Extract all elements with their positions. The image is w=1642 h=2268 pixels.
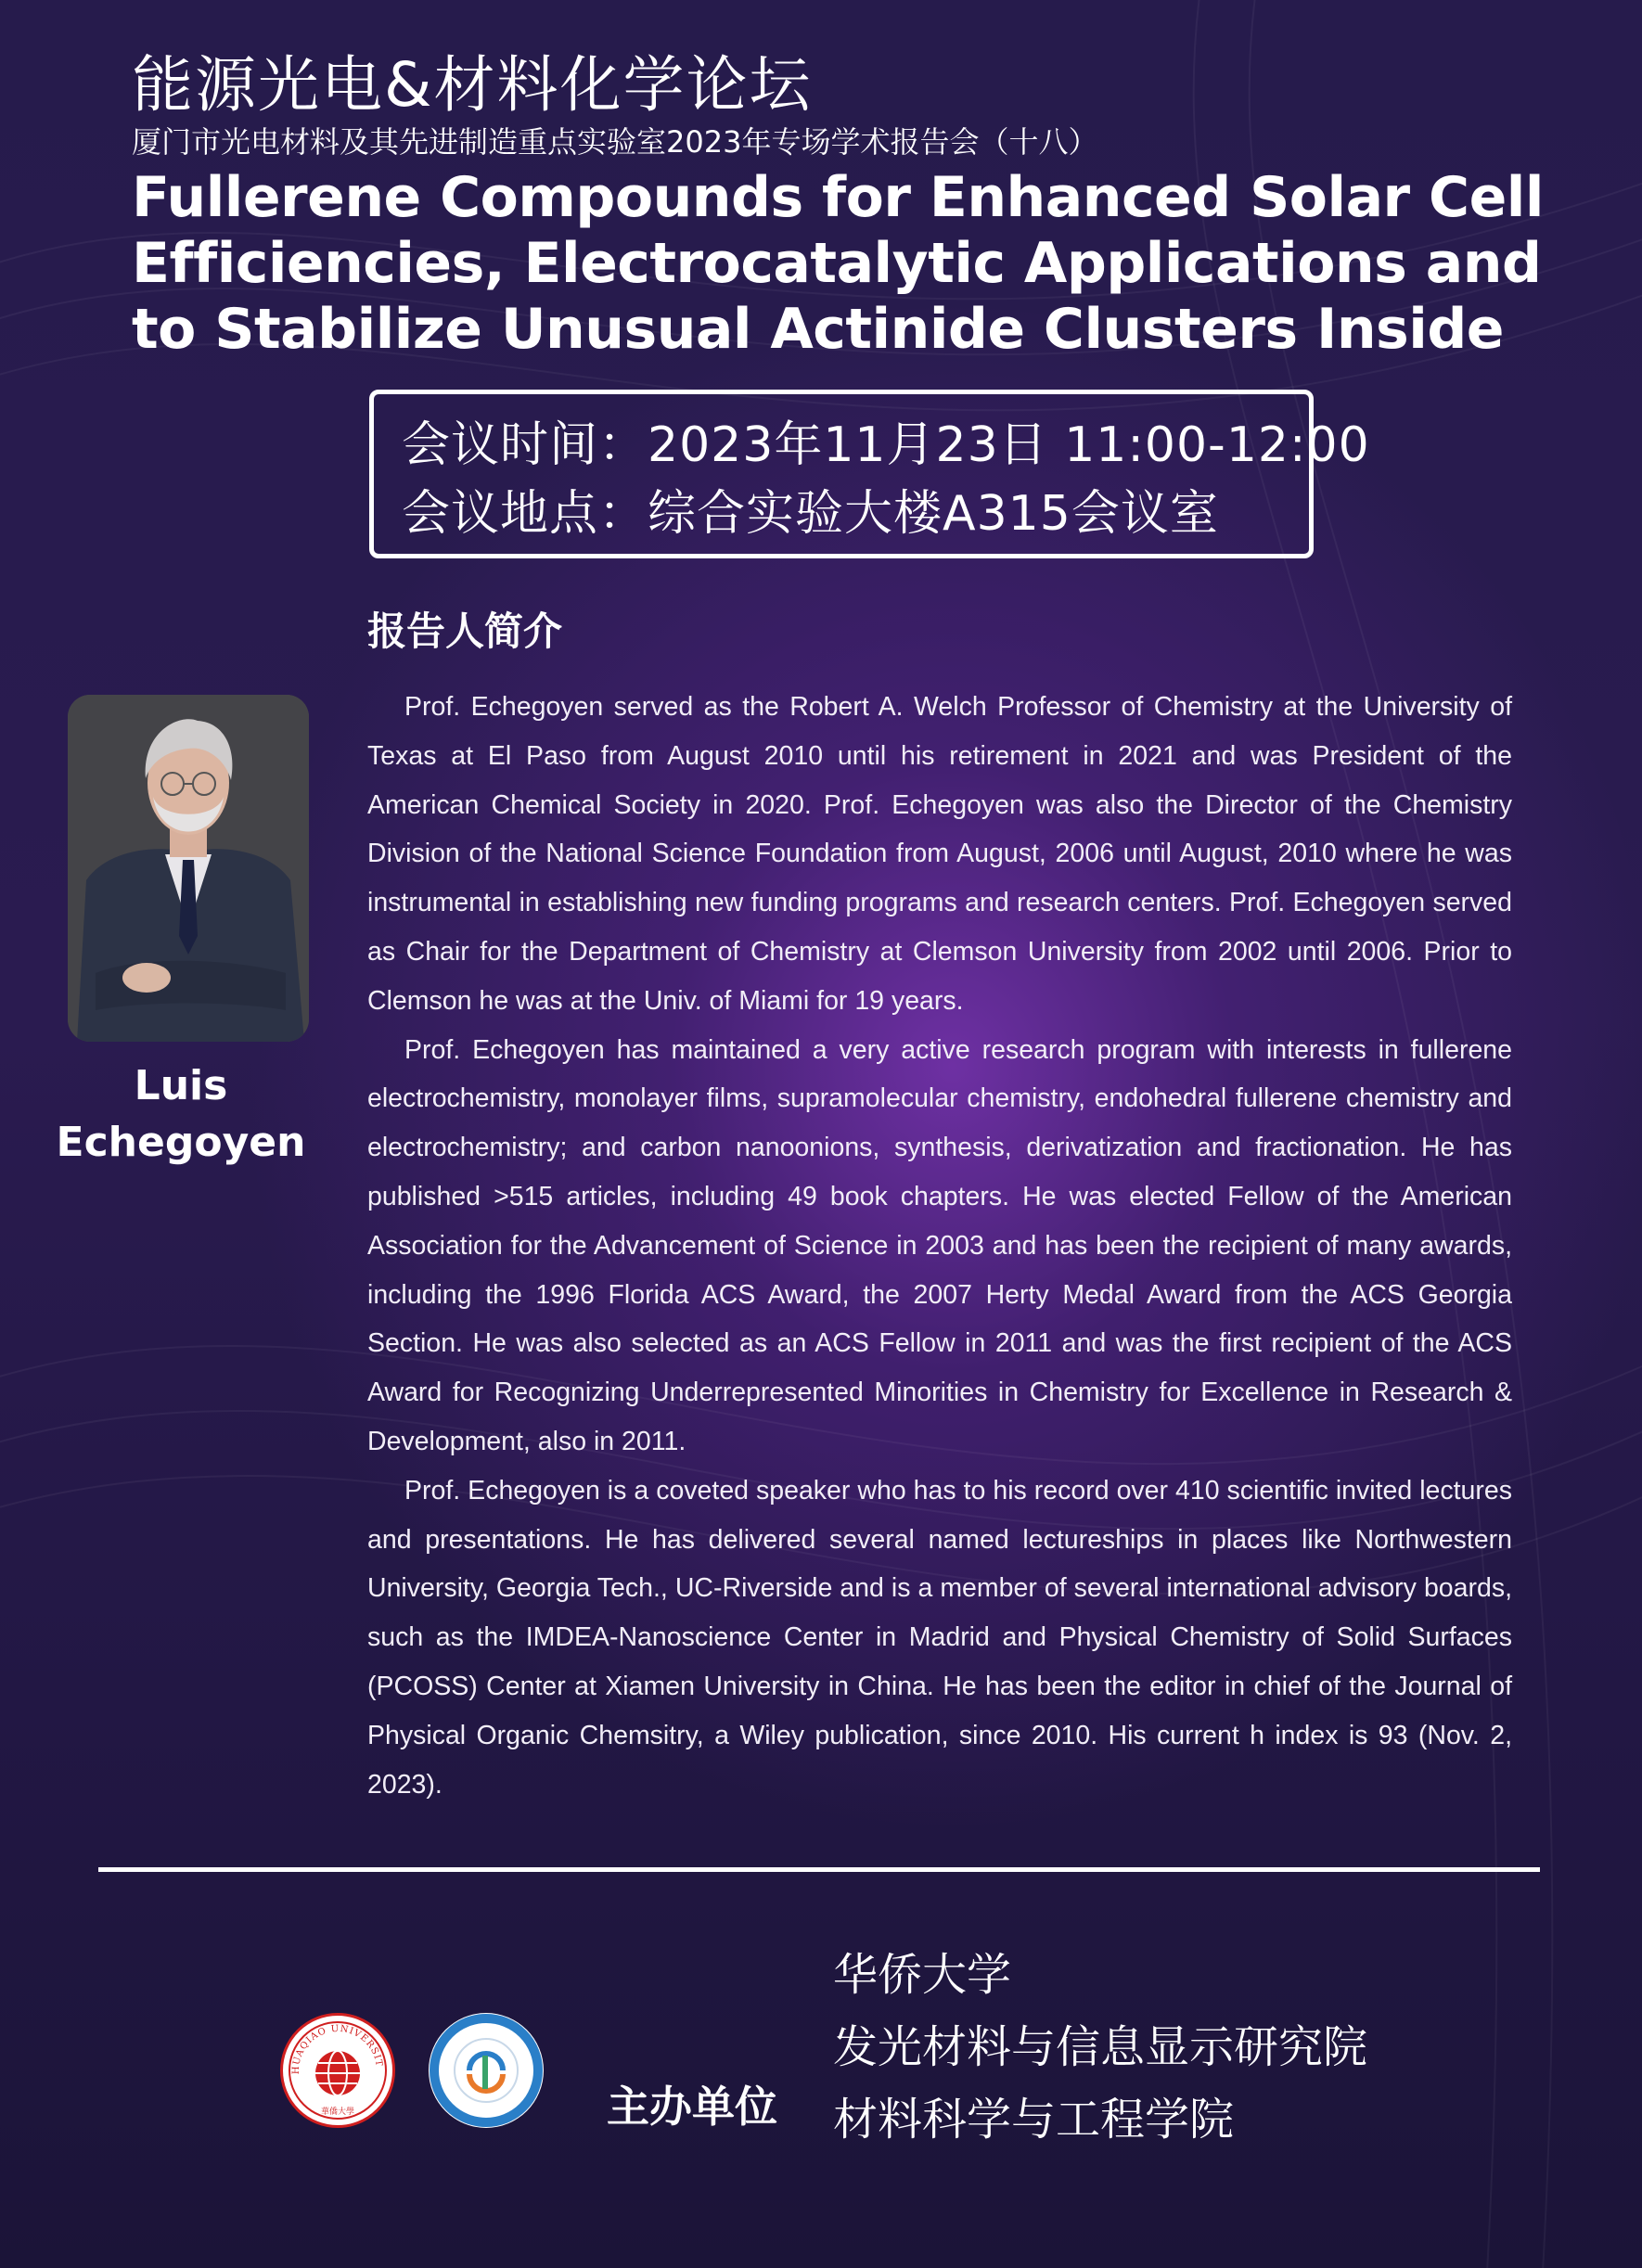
host-label: 主办单位 bbox=[607, 2082, 777, 2132]
talk-title-line: to Stabilize Unusual Actinide Clusters Inside bbox=[132, 297, 1504, 362]
footer-divider bbox=[98, 1867, 1540, 1872]
speaker-last-name: Echegoyen bbox=[56, 1119, 306, 1166]
host-list bbox=[833, 1939, 1367, 2156]
forum-title: 能源光电&材料化学论坛 bbox=[132, 49, 813, 121]
host-item: 华侨大学 bbox=[833, 1949, 1012, 2001]
lab-subtitle: 厦门市光电材料及其先进制造重点实验室2023年专场学术报告会（十八） bbox=[132, 124, 1098, 160]
speaker-section-heading: 报告人简介 bbox=[367, 609, 563, 654]
talk-title bbox=[132, 165, 1560, 363]
speaker-name bbox=[46, 1057, 315, 1171]
logo-hqu-text: HUAQIAO UNIVERSIT bbox=[290, 2023, 384, 2075]
talk-title-line: Efficiencies, Electrocatalytic Applications and bbox=[132, 231, 1542, 296]
meeting-place: 会议地点：综合实验大楼A315会议室 bbox=[402, 486, 1219, 542]
bio-paragraph: Prof. Echegoyen served as the Robert A. Welch Professor of Chemistry at the University of Texas at El Paso from August 2010 until his retirement in 2021 and was President of the American Chemical Society in 2020. Prof. Echegoyen was also the Director of the Chemistry Division of the National Science Foundation from August, 2006 until August, 2010 where he was instrumental in establishing new funding programs and research centers. Prof. Echegoyen served as Chair for the Department of Chemistry at Clemson University from 2002 until 2006. Prior to Clemson he was at the Univ. of Miami for 19 years. bbox=[367, 692, 1512, 1016]
institute-logo bbox=[429, 2013, 544, 2128]
speaker-first-name: Luis bbox=[134, 1062, 228, 1109]
talk-title-line: Fullerene Compounds for Enhanced Solar Cell bbox=[132, 165, 1544, 230]
speaker-photo bbox=[68, 695, 309, 1042]
meeting-time: 会议时间：2023年11月23日 11:00-12:00 bbox=[402, 417, 1370, 473]
bio-paragraph: Prof. Echegoyen has maintained a very active research program with interests in fullerene electrochemistry, monolayer films, supramolecular chemistry, endohedral fullerene chemistry and electrochemistry; and carbon nanoonions, synthesis, derivatization and fractionation. He has published >515 articles, including 49 book chapters. He was elected Fellow of the American Association for the Advancement of Science in 2003 and has been the recipient of many awards, including the 1996 Florida ACS Award, the 2007 Herty Medal Award from the ACS Georgia Section. He was also selected as an ACS Fellow in 2011 and was the first recipient of the ACS Award for Recognizing Underrepresented Minorities in Chemistry for Excellence in Research & Development, also in 2011. bbox=[367, 1034, 1512, 1456]
host-item: 材料科学与工程学院 bbox=[833, 2094, 1235, 2146]
huaqiao-university-logo bbox=[280, 2013, 395, 2128]
meeting-info-box bbox=[369, 390, 1370, 558]
logo-hqu-chinese: 華僑大學 bbox=[320, 2108, 355, 2117]
host-item: 发光材料与信息显示研究院 bbox=[833, 2021, 1368, 2073]
bio-paragraph: Prof. Echegoyen is a coveted speaker who has to his record over 410 scientific invited lectures and presentations. He has delivered several named lectureships in places like Northwestern University, Georgia Tech., UC-Riverside and is a member of several international advisory boards, such as the IMDEA-Nanoscience Center in Madrid and Physical Chemistry of Solid Surfaces (PCOSS) Center at Xiamen University in China. He has been the editor in chief of the Journal of Physical Organic Chemsitry, a Wiley publication, since 2010. His current h index is 93 (Nov. 2, 2023). bbox=[367, 1475, 1512, 1800]
speaker-bio bbox=[367, 683, 1512, 1809]
